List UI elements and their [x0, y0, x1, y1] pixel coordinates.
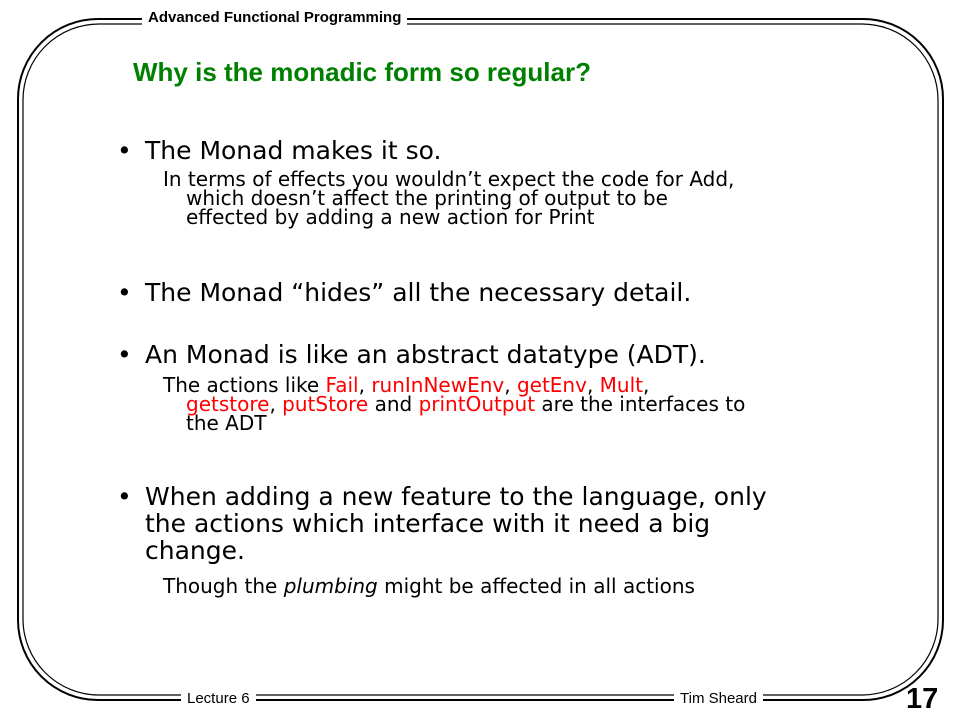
- bullet-dot: •: [117, 340, 132, 369]
- bullet-1-detail-line-1: In terms of effects you wouldn’t expect the code for Add,: [163, 167, 735, 191]
- lecture-footer: Lecture 6: [181, 690, 256, 707]
- bullet-1-text: The Monad makes it so.: [145, 136, 442, 165]
- separator: ,: [269, 392, 283, 416]
- bullet-4-detail: [163, 574, 695, 598]
- separator: ,: [504, 373, 517, 397]
- bullet-dot: •: [117, 136, 132, 165]
- detail-text: The actions like: [163, 373, 326, 397]
- separator: ,: [358, 373, 372, 397]
- action-mult: Mult: [599, 373, 644, 397]
- bullet-4-text: [145, 483, 767, 564]
- action-getstore: getstore: [186, 392, 270, 416]
- separator: ,: [586, 373, 600, 397]
- bullet-1-detail-line-3: effected by adding a new action for Print: [186, 205, 595, 229]
- bullet-1-detail: [163, 167, 735, 229]
- separator: ,: [643, 373, 650, 397]
- action-getenv: getEnv: [516, 373, 587, 397]
- action-runinnewenv: runInNewEnv: [371, 373, 505, 397]
- action-putstore: putStore: [282, 392, 369, 416]
- author-footer: Tim Sheard: [674, 690, 763, 707]
- bullet-2-text: The Monad “hides” all the necessary detail.: [145, 278, 692, 307]
- detail-text: are the interfaces to: [535, 392, 746, 416]
- action-fail: Fail: [325, 373, 359, 397]
- bullet-4-line-3: change.: [145, 536, 245, 565]
- detail-text: and: [368, 392, 419, 416]
- plumbing-emphasis: plumbing: [283, 574, 378, 598]
- bullet-3-detail-line-3: the ADT: [186, 411, 267, 435]
- detail-text: Though the: [163, 574, 284, 598]
- bullet-4-line-1: When adding a new feature to the language, only: [145, 482, 767, 511]
- bullet-3-text: An Monad is like an abstract datatype (ADT).: [145, 340, 706, 369]
- detail-text: might be affected in all actions: [377, 574, 695, 598]
- slide-title: Why is the monadic form so regular?: [133, 57, 591, 87]
- bullet-3-detail: [163, 373, 746, 435]
- bullet-4-line-2: the actions which interface with it need a big: [145, 509, 711, 538]
- course-header: Advanced Functional Programming: [142, 9, 407, 26]
- bullet-dot: •: [117, 482, 132, 511]
- bullet-1-detail-line-2: which doesn’t affect the printing of output to be: [186, 186, 668, 210]
- bullet-dot: •: [117, 278, 132, 307]
- page-number: 17: [906, 683, 939, 715]
- action-printoutput: printOutput: [418, 392, 536, 416]
